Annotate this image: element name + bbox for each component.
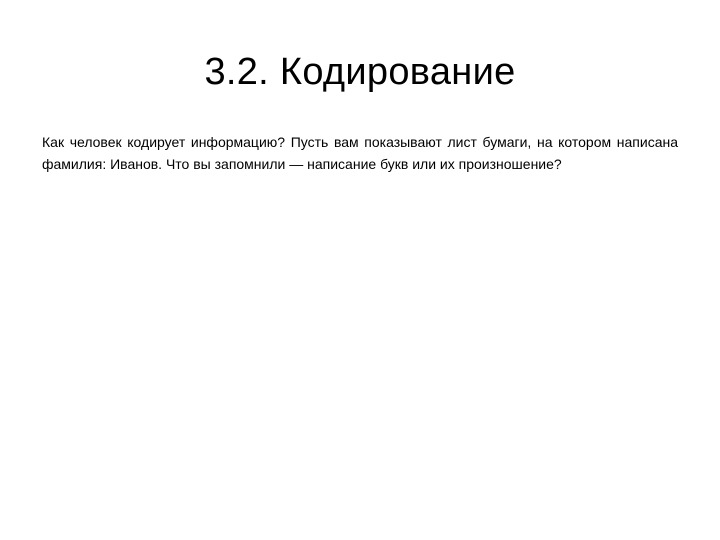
slide-body-text: Как человек кодирует информацию? Пусть вам показывают лист бумаги, на котором написана фамилия: Иванов. Что вы запомнили — написание букв или их произношение? <box>42 134 678 172</box>
slide-title: 3.2. Кодирование <box>204 51 516 93</box>
